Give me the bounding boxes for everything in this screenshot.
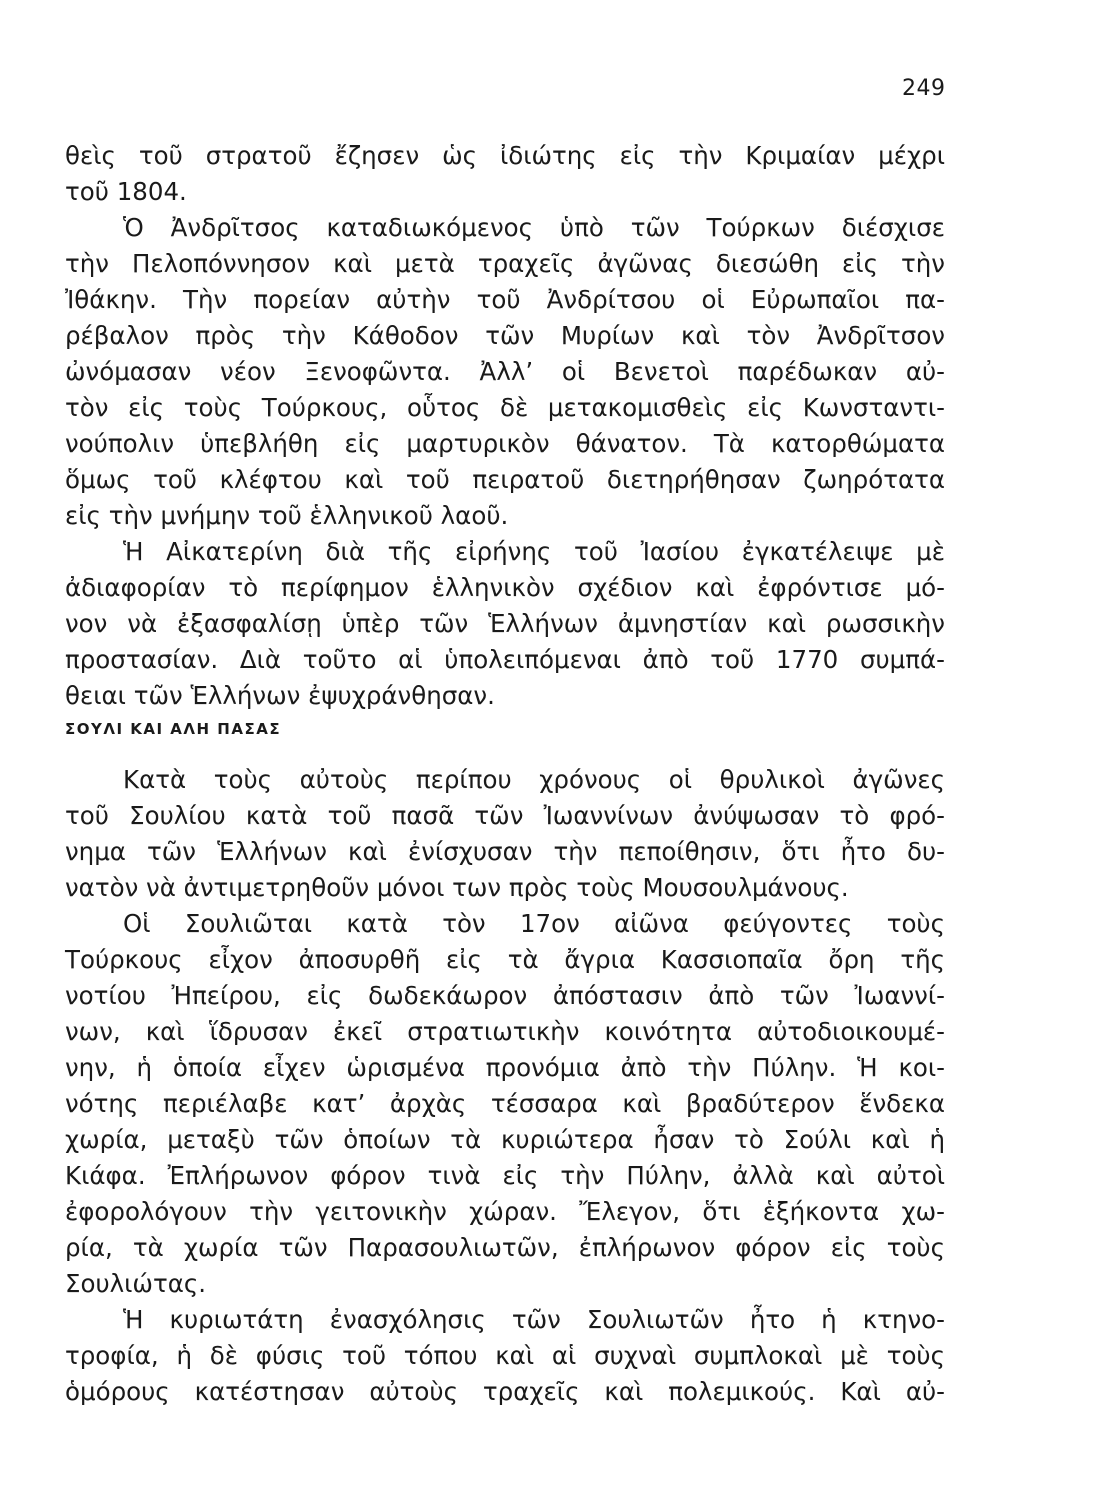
text-line: ρέβαλον πρὸς τὴν Κάθοδον τῶν Μυρίων καὶ τὸν Ἀνδρῖτσον xyxy=(65,321,945,350)
text-line: Οἱ Σουλιῶται κατὰ τὸν 17ον αἰῶνα φεύγοντες τοὺς xyxy=(123,909,945,938)
text-line: νημα τῶν Ἑλλήνων καὶ ἐνίσχυσαν τὴν πεποίθησιν, ὅτι ἦτο δυ- xyxy=(65,837,945,866)
text-line: εἰς τὴν μνήμην τοῦ ἑλληνικοῦ λαοῦ. xyxy=(65,501,509,530)
text-line: Κιάφα. Ἐπλήρωνον φόρον τινὰ εἰς τὴν Πύλην, ἀλλὰ καὶ αὐτοὶ xyxy=(65,1161,945,1190)
text-line: νούπολιν ὑπεβλήθη εἰς μαρτυρικὸν θάνατον. Τὰ κατορθώματα xyxy=(65,429,945,458)
text-line: Σουλιώτας. xyxy=(65,1269,207,1298)
text-line: θειαι τῶν Ἑλλήνων ἐψυχράνθησαν. xyxy=(65,681,495,710)
text-line: ὠνόμασαν νέον Ξενοφῶντα. Ἀλλ’ οἱ Βενετοὶ παρέδωκαν αὐ- xyxy=(65,357,945,386)
text-line: Τούρκους εἶχον ἀποσυρθῆ εἰς τὰ ἄγρια Κασσιοπαῖα ὄρη τῆς xyxy=(65,945,945,974)
section-heading: ΣΟΥΛΙ ΚΑΙ ΑΛΗ ΠΑΣΑΣ xyxy=(65,720,282,738)
text-line: ἀδιαφορίαν τὸ περίφημον ἑλληνικὸν σχέδιον καὶ ἐφρόντισε μό- xyxy=(65,573,945,602)
text-line: Ὁ Ἀνδρῖτσος καταδιωκόμενος ὑπὸ τῶν Τούρκων διέσχισε xyxy=(123,213,945,242)
page-number: 249 xyxy=(902,76,946,101)
text-line: νατὸν νὰ ἀντιμετρηθοῦν μόνοι των πρὸς τοὺς Μουσουλμάνους. xyxy=(65,873,849,902)
text-line: Ἡ Αἰκατερίνη διὰ τῆς εἰρήνης τοῦ Ἰασίου ἐγκατέλειψε μὲ xyxy=(123,537,945,566)
text-line: νην, ἡ ὁποία εἶχεν ὡρισμένα προνόμια ἀπὸ τὴν Πύλην. Ἡ κοι- xyxy=(65,1053,945,1082)
text-line: τοῦ Σουλίου κατὰ τοῦ πασᾶ τῶν Ἰωαννίνων ἀνύψωσαν τὸ φρό- xyxy=(65,801,945,830)
text-line: θεὶς τοῦ στρατοῦ ἔζησεν ὡς ἰδιώτης εἰς τὴν Κριμαίαν μέχρι xyxy=(65,141,945,170)
text-line: ὅμως τοῦ κλέφτου καὶ τοῦ πειρατοῦ διετηρήθησαν ζωηρότατα xyxy=(65,465,945,494)
text-line: Ἡ κυριωτάτη ἐνασχόλησις τῶν Σουλιωτῶν ἦτο ἡ κτηνο- xyxy=(123,1305,945,1334)
text-line: ὁμόρους κατέστησαν αὐτοὺς τραχεῖς καὶ πολεμικούς. Καὶ αὐ- xyxy=(65,1377,945,1406)
text-line: προστασίαν. Διὰ τοῦτο αἱ ὑπολειπόμεναι ἀπὸ τοῦ 1770 συμπά- xyxy=(65,645,945,674)
text-line: ρία, τὰ χωρία τῶν Παρασουλιωτῶν, ἐπλήρωνον φόρον εἰς τοὺς xyxy=(65,1233,945,1262)
text-line: χωρία, μεταξὺ τῶν ὁποίων τὰ κυριώτερα ἦσαν τὸ Σούλι καὶ ἡ xyxy=(65,1125,945,1154)
text-line: νοτίου Ἠπείρου, εἰς δωδεκάωρον ἀπόστασιν ἀπὸ τῶν Ἰωαννί- xyxy=(65,981,945,1010)
text-line: τὴν Πελοπόννησον καὶ μετὰ τραχεῖς ἀγῶνας διεσώθη εἰς τὴν xyxy=(65,249,945,278)
text-line: τοῦ 1804. xyxy=(65,177,187,206)
text-line: ἐφορολόγουν τὴν γειτονικὴν χώραν. Ἔλεγον, ὅτι ἑξήκοντα χω- xyxy=(65,1197,945,1226)
text-line: Ἰθάκην. Τὴν πορείαν αὐτὴν τοῦ Ἀνδρίτσου οἱ Εὐρωπαῖοι πα- xyxy=(65,285,945,314)
text-line: νότης περιέλαβε κατ’ ἀρχὰς τέσσαρα καὶ βραδύτερον ἕνδεκα xyxy=(65,1089,945,1118)
text-line: νον νὰ ἐξασφαλίσῃ ὑπὲρ τῶν Ἑλλήνων ἀμνηστίαν καὶ ρωσσικὴν xyxy=(65,609,945,638)
text-line: τὸν εἰς τοὺς Τούρκους, οὗτος δὲ μετακομισθεὶς εἰς Κωνσταντι- xyxy=(65,393,945,422)
text-line: νων, καὶ ἵδρυσαν ἐκεῖ στρατιωτικὴν κοινότητα αὐτοδιοικουμέ- xyxy=(65,1017,945,1046)
text-line: Κατὰ τοὺς αὐτοὺς περίπου χρόνους οἱ θρυλικοὶ ἀγῶνες xyxy=(123,765,945,794)
text-line: τροφία, ἡ δὲ φύσις τοῦ τόπου καὶ αἱ συχναὶ συμπλοκαὶ μὲ τοὺς xyxy=(65,1341,945,1370)
